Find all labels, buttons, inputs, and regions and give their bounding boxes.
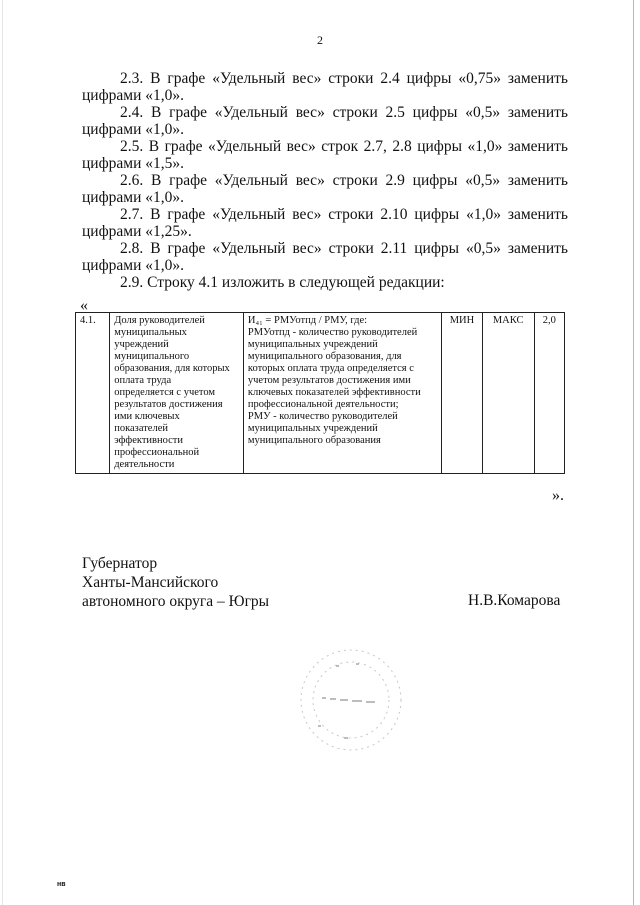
body-text [82, 70, 568, 291]
formula-line: муниципального образования, для [247, 351, 402, 362]
formula-line: муниципального образования [247, 435, 381, 446]
page-number: 2 [317, 33, 323, 47]
signatory-title [82, 554, 269, 611]
formula-line: РМУ - количество руководителей [247, 411, 398, 422]
formula-line: учетом результатов достижения ими [247, 375, 411, 386]
name-line: результатов достижения [114, 399, 223, 410]
formula-line: муниципальных учреждений [247, 423, 378, 434]
amendment-table [75, 312, 565, 474]
formula-line: муниципальных учреждений [247, 339, 378, 350]
formula-line: профессиональной деятельности; [247, 399, 399, 410]
paragraph-2-7: 2.7. В графе «Удельный вес» строки 2.10 цифры «1,0» заменить цифрами «1,25». [82, 206, 568, 240]
footer-initials: нв [57, 881, 66, 888]
name-line: Доля руководителей [114, 315, 205, 326]
formula-line: ключевых показателей эффективности [247, 387, 421, 398]
formula-line: И₄₁ = РМУотпд / РМУ, где: [247, 315, 368, 326]
paragraph-2-5: 2.5. В графе «Удельный вес» строк 2.7, 2.8 цифры «1,0» заменить цифрами «1,5». [82, 138, 568, 172]
signatory-title-line: автономного округа – Югры [82, 593, 270, 610]
name-line: учреждений [114, 339, 169, 350]
min-cell: МИН [442, 313, 482, 474]
weight-cell: 2,0 [534, 313, 564, 474]
paragraph-2-8: 2.8. В графе «Удельный вес» строки 2.11 цифры «0,5» заменить цифрами «1,0». [82, 240, 568, 274]
paragraph-2-6: 2.6. В графе «Удельный вес» строки 2.9 цифры «0,5» заменить цифрами «1,0». [82, 172, 568, 206]
name-line: показателей [114, 423, 168, 434]
quote-open: « [80, 297, 88, 314]
name-line: эффективности [114, 435, 183, 446]
name-line: муниципального [114, 351, 190, 362]
name-line: ими ключевых [114, 411, 180, 422]
name-line: деятельности [114, 459, 175, 470]
row-number-cell: 4.1. [76, 313, 110, 474]
formula-line: РМУотпд - количество руководителей [247, 327, 418, 338]
paragraph-2-3: 2.3. В графе «Удельный вес» строки 2.4 цифры «0,75» заменить цифрами «1,0». [82, 70, 568, 104]
table-row [76, 313, 565, 474]
name-line: муниципальных [114, 327, 187, 338]
formula-cell [243, 313, 441, 474]
quote-close: ». [552, 487, 564, 504]
max-cell: МАКС [482, 313, 534, 474]
signatory-title-line: Губернатор [82, 555, 158, 572]
indicator-name-cell [110, 313, 244, 474]
paragraph-2-9: 2.9. Строку 4.1 изложить в следующей редакции: [120, 274, 445, 291]
paragraph-2-4: 2.4. В графе «Удельный вес» строки 2.5 цифры «0,5» заменить цифрами «1,0». [82, 104, 568, 138]
name-line: оплата труда [114, 375, 172, 386]
formula-line: которых оплата труда определяется с [247, 363, 414, 374]
page-edge-right [633, 0, 634, 905]
signatory-name: Н.В.Комарова [468, 592, 561, 609]
name-line: определяется с учетом [114, 387, 216, 398]
name-line: профессиональной [114, 447, 200, 458]
signatory-title-line: Ханты-Мансийского [82, 574, 219, 591]
page-edge-left [2, 0, 3, 905]
name-line: образования, для которых [114, 363, 230, 374]
faded-seal [296, 645, 406, 755]
